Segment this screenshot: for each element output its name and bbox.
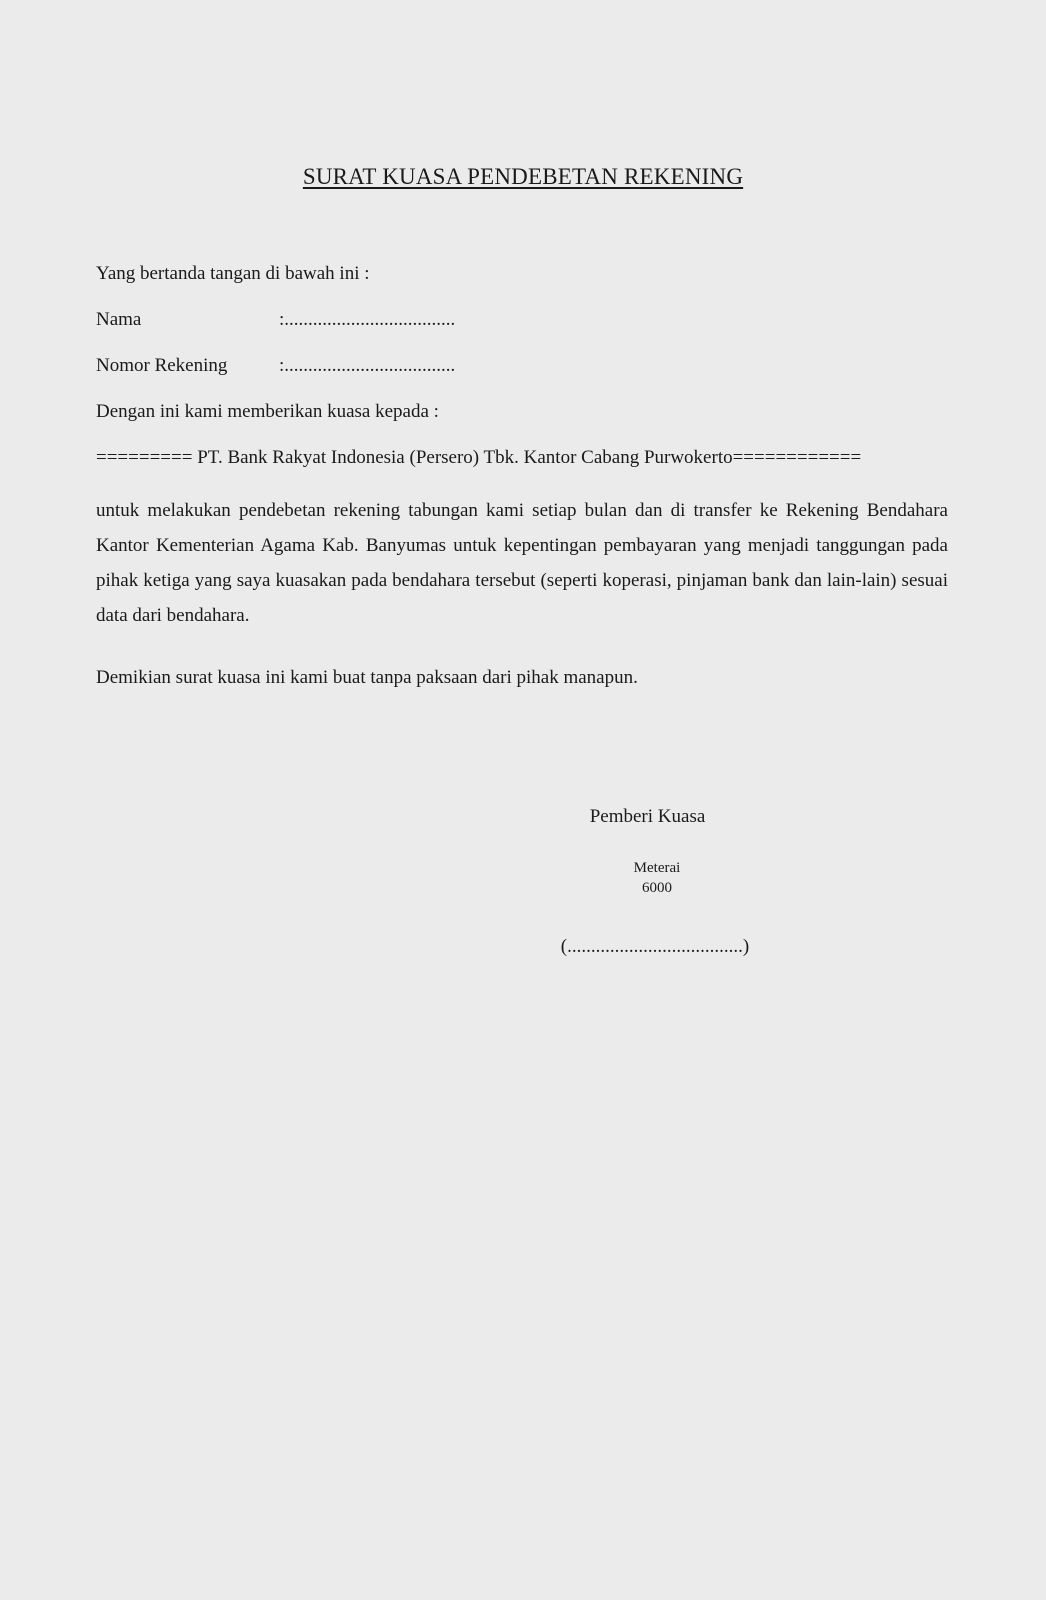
name-label: Nama — [96, 309, 142, 330]
account-number-value-blank: :.................................... — [279, 355, 456, 376]
signature-line: (.....................................) — [560, 936, 750, 957]
stamp-value: 6000 — [642, 880, 672, 896]
revenue-stamp-placeholder — [544, 858, 770, 898]
closing-statement: Demikian surat kuasa ini kami buat tanpa paksaan dari pihak manapun. — [96, 667, 638, 688]
name-value-blank: :.................................... — [279, 309, 456, 330]
intro-text: Yang bertanda tangan di bawah ini : — [96, 263, 370, 284]
account-number-label: Nomor Rekening — [96, 355, 228, 376]
bank-name-line: ========= PT. Bank Rakyat Indonesia (Persero) Tbk. Kantor Cabang Purwokerto============ — [96, 447, 862, 468]
document-title: SURAT KUASA PENDEBETAN REKENING — [302, 164, 744, 189]
signatory-title: Pemberi Kuasa — [589, 806, 706, 827]
grant-text: Dengan ini kami memberikan kuasa kepada : — [96, 401, 439, 422]
stamp-label: Meterai — [633, 860, 681, 876]
body-paragraph: untuk melakukan pendebetan rekening tabungan kami setiap bulan dan di transfer ke Rekening Bendahara Kantor Kementerian Agama Kab. Banyumas untuk kepentingan pembayaran yang menjadi tanggungan pada pihak ketiga yang saya kuasakan pada bendahara tersebut (seperti koperasi, pinjaman bank dan lain-lain) sesuai data dari bendahara. — [96, 500, 948, 626]
signature-block — [540, 806, 770, 958]
